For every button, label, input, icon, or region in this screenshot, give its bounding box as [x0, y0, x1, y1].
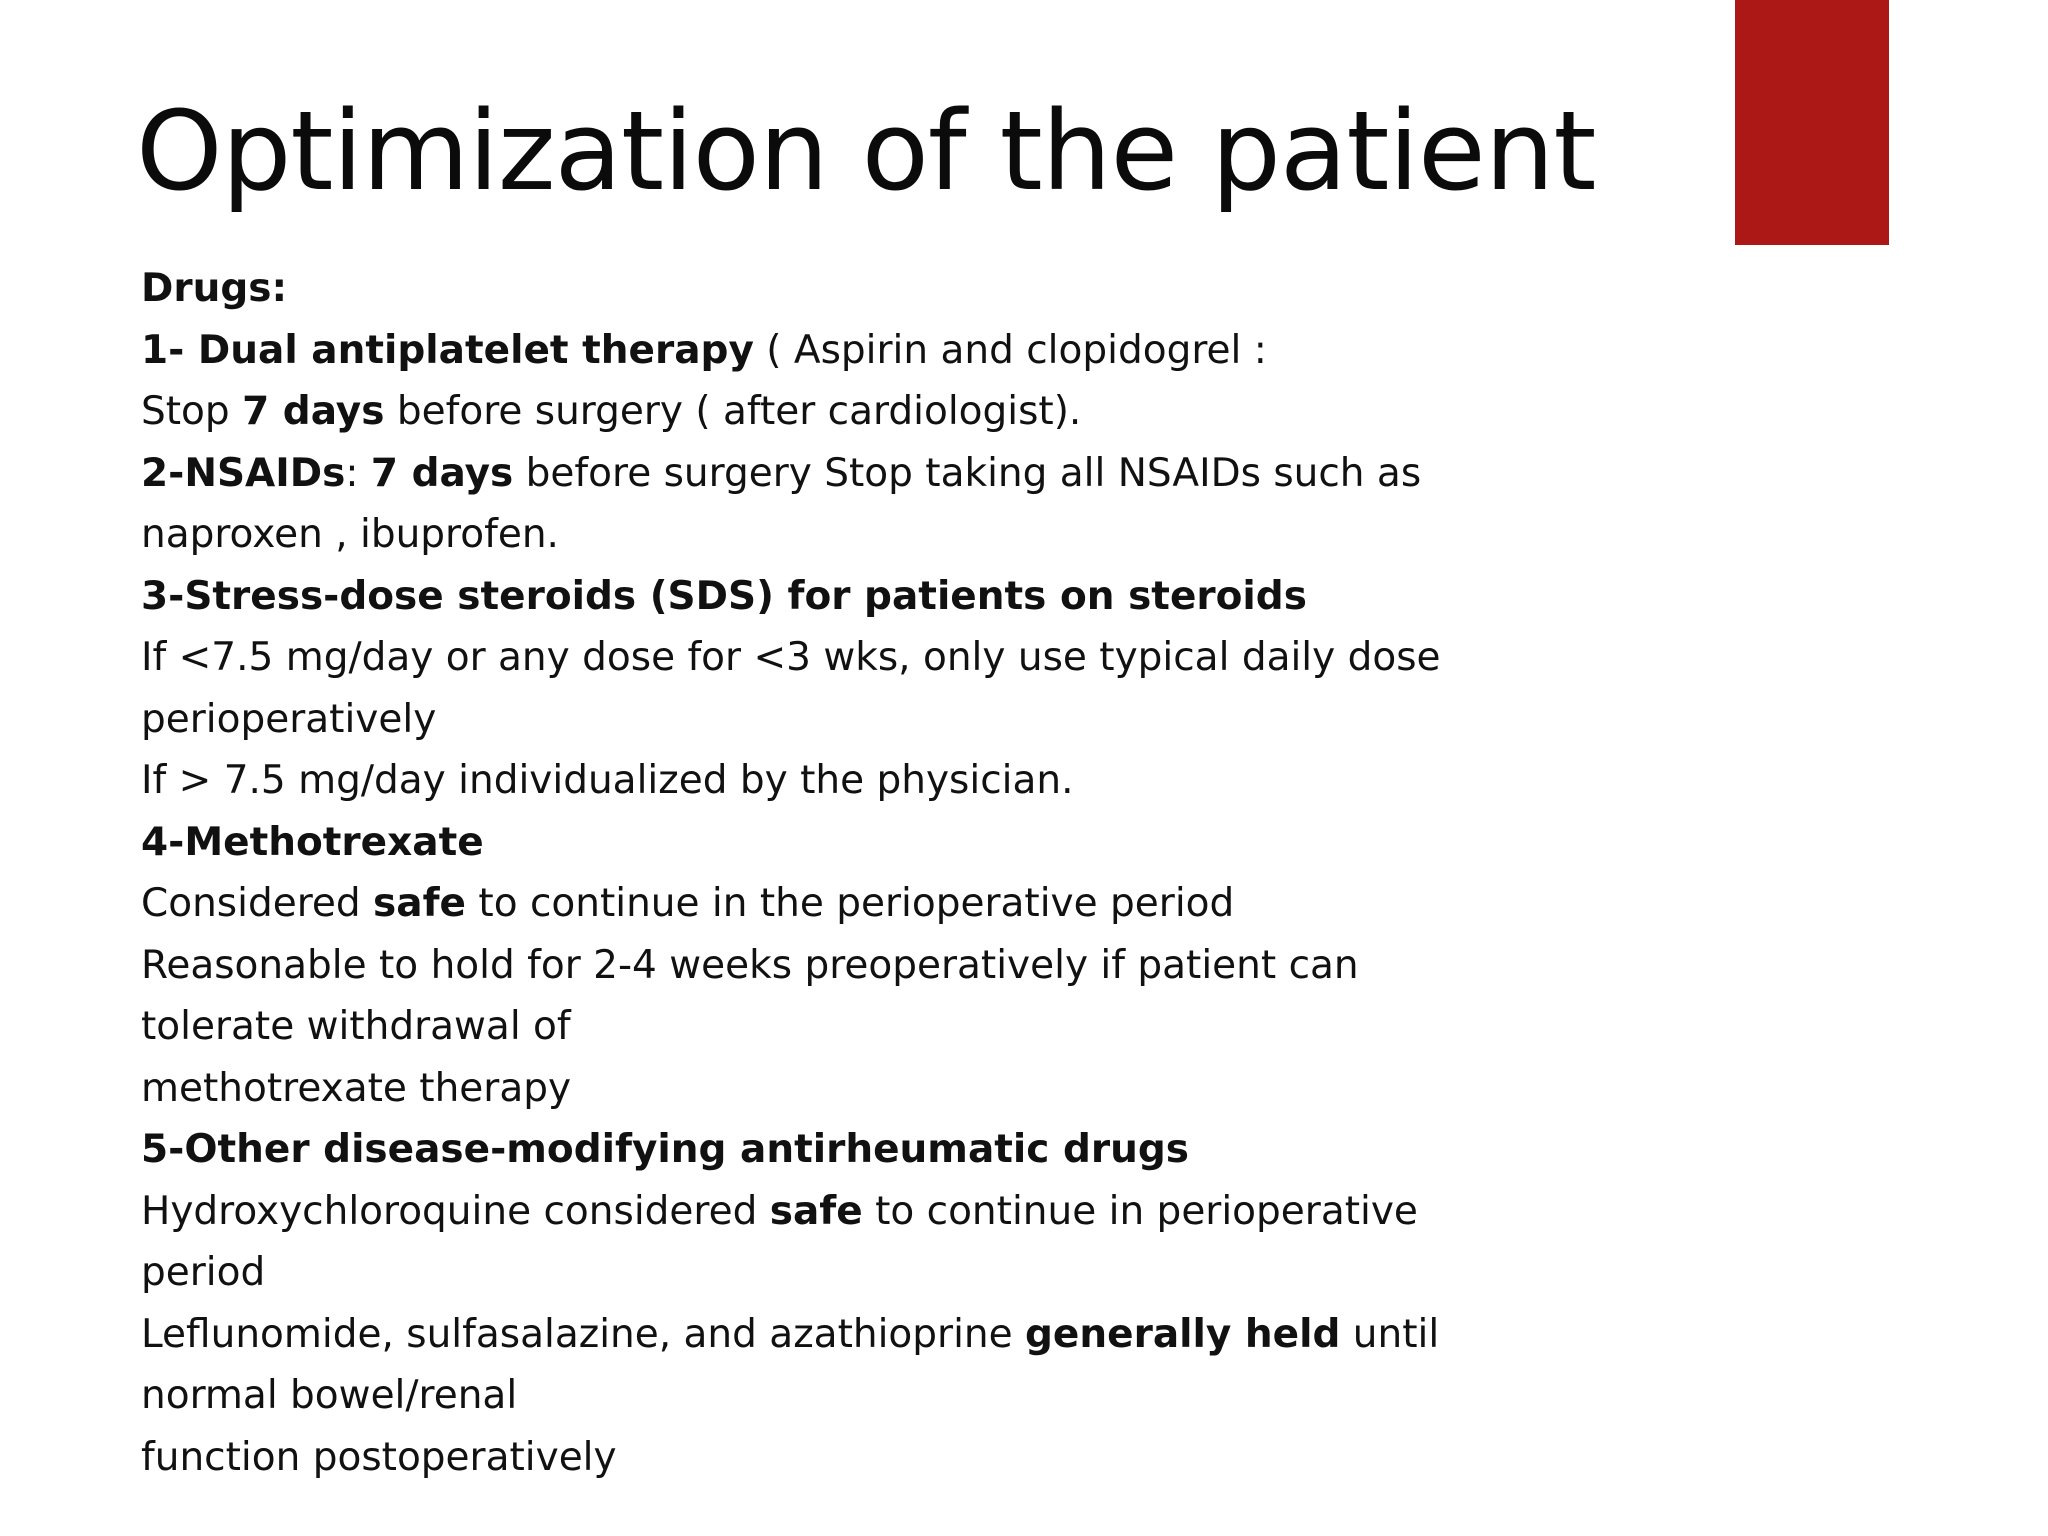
body-line: [141, 812, 1561, 874]
body-line: [141, 566, 1561, 628]
body-line: [141, 1058, 1561, 1120]
body-text: period: [141, 1250, 266, 1295]
bold-text: 2-NSAIDs: [141, 450, 346, 496]
body-text: Hydroxychloroquine considered: [141, 1188, 770, 1234]
bold-text: 4-Methotrexate: [141, 819, 484, 865]
body-line: [141, 1365, 1561, 1427]
body-line: [141, 873, 1561, 935]
body-line: [141, 381, 1561, 443]
bold-text: 1- Dual antiplatelet therapy: [141, 327, 754, 373]
body-text: normal bowel/renal: [141, 1373, 518, 1418]
bold-text: 3-Stress-dose steroids (SDS) for patients on steroids: [141, 573, 1307, 619]
body-line: [141, 935, 1561, 997]
body-line: [141, 1242, 1561, 1304]
body-line: [141, 504, 1561, 566]
slide-title: Optimization of the patient: [136, 87, 1596, 215]
bold-text: safe: [769, 1188, 863, 1234]
body-line: [141, 689, 1561, 751]
body-line: [141, 258, 1561, 320]
body-line: [141, 996, 1561, 1058]
body-line: [141, 1181, 1561, 1243]
bold-text: 7 days: [370, 450, 514, 496]
body-text: perioperatively: [141, 696, 437, 742]
accent-bar: [1735, 0, 1889, 245]
body-text: until: [1340, 1311, 1440, 1357]
slide-body: [141, 258, 1561, 1488]
body-text: Considered: [141, 881, 374, 926]
bold-text: safe: [373, 881, 466, 926]
body-text: tolerate withdrawal of: [141, 1004, 571, 1049]
body-text: to continue in the perioperative period: [466, 881, 1235, 926]
body-text: function postoperatively: [141, 1434, 617, 1480]
body-line: [141, 443, 1561, 505]
body-text: naproxen , ibuprofen.: [141, 512, 559, 557]
bold-text: 5-Other disease-modifying antirheumatic drugs: [141, 1127, 1190, 1172]
bold-text: Drugs:: [141, 266, 288, 311]
body-line: [141, 1119, 1561, 1181]
body-text: :: [345, 450, 371, 496]
body-text: If > 7.5 mg/day individualized by the physician.: [141, 758, 1074, 803]
body-line: [141, 627, 1561, 689]
body-line: [141, 320, 1561, 382]
body-text: ( Aspirin and clopidogrel :: [753, 327, 1267, 373]
bold-text: generally held: [1025, 1311, 1341, 1357]
body-line: [141, 750, 1561, 812]
body-text: methotrexate therapy: [141, 1065, 572, 1111]
body-text: before surgery Stop taking all NSAIDs such as: [513, 450, 1422, 496]
body-text: before surgery ( after cardiologist).: [384, 389, 1082, 434]
body-text: Reasonable to hold for 2-4 weeks preoperatively if patient can: [141, 942, 1359, 988]
bold-text: 7 days: [242, 389, 385, 434]
body-text: Leflunomide, sulfasalazine, and azathioprine: [141, 1311, 1026, 1357]
body-line: [141, 1427, 1561, 1489]
body-text: Stop: [141, 389, 243, 434]
body-line: [141, 1304, 1561, 1366]
body-text: to continue in perioperative: [862, 1188, 1418, 1234]
body-text: If <7.5 mg/day or any dose for <3 wks, only use typical daily dose: [141, 635, 1441, 680]
